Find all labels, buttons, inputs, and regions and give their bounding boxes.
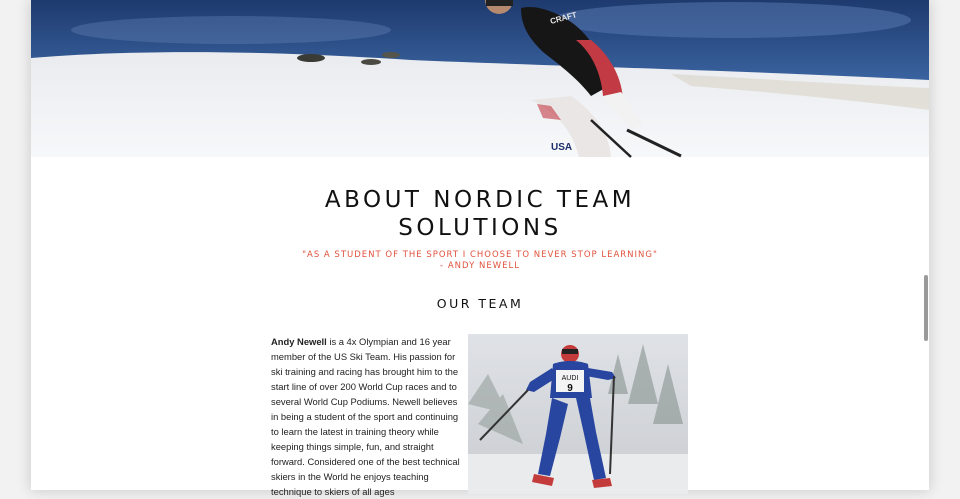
team-member-photo xyxy=(468,334,688,494)
about-title-line2: SOLUTIONS xyxy=(398,215,562,241)
hero-skier-illustration xyxy=(31,0,929,157)
quote-text: "AS A STUDENT OF THE SPORT I CHOOSE TO NEVER STOP LEARNING" xyxy=(302,250,658,260)
bio-name: Andy Newell xyxy=(271,336,327,347)
jacket-logo: CRAFT xyxy=(549,10,578,26)
pants-logo: USA xyxy=(551,142,573,153)
team-bio xyxy=(271,334,461,499)
quote-author: - ANDY NEWELL xyxy=(440,261,520,271)
about-title xyxy=(31,186,929,242)
bib-logo: AUDI xyxy=(561,375,579,382)
scrollbar[interactable] xyxy=(924,275,928,341)
racing-skier-illustration xyxy=(468,334,688,494)
page-content xyxy=(31,0,929,497)
bib-number: 9 xyxy=(567,383,573,394)
hero-image xyxy=(31,0,929,157)
team-heading: OUR TEAM xyxy=(436,296,524,311)
about-title-line1: ABOUT NORDIC TEAM xyxy=(324,187,636,213)
quote xyxy=(31,250,929,272)
bio-text: is a 4x Olympian and 16 year member of the US Ski Team. His passion for ski training and racing has brought him to the start line of over 200 World Cup races and to several World Cup Podiums. Newell believes in being a student of the sport and continuing to learn the latest in training theory while keeping things simple, fun, and straight forward. Considered one of the best technical skiers in the World he enjoys teaching technique to skiers of all ages xyxy=(271,336,460,497)
